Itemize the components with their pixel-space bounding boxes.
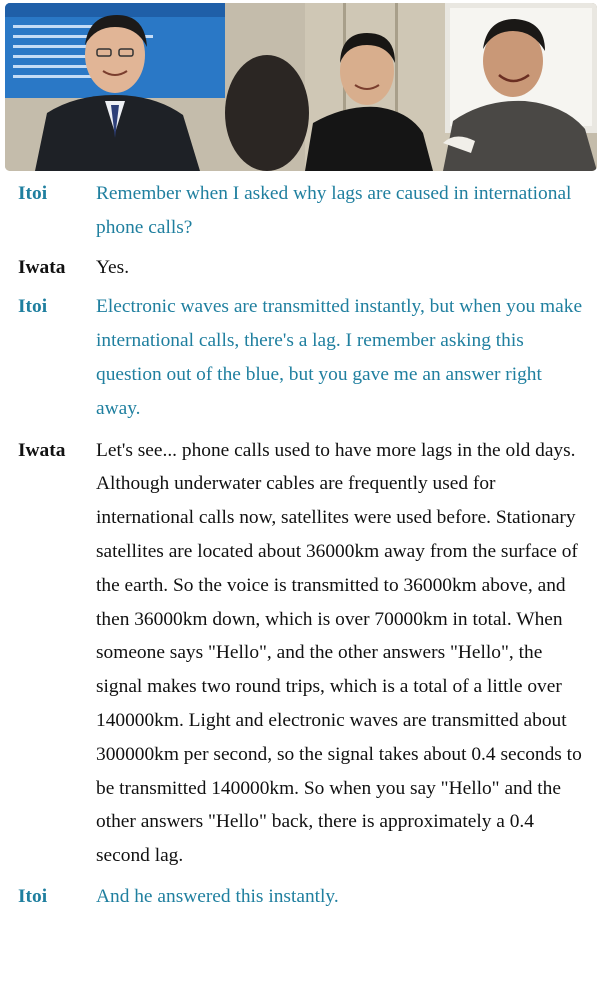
speaker-name: Itoi	[18, 183, 48, 204]
transcript	[18, 177, 588, 914]
dialogue-line	[18, 177, 588, 245]
dialogue-line	[18, 880, 588, 914]
speaker-name: Itoi	[18, 885, 48, 907]
interview-photo	[5, 3, 597, 171]
speech-text: Electronic waves are transmitted instantly, but when you make international calls, there's a lag. I remember asking this question out of the blue, but you gave me an answer right away.	[96, 296, 583, 419]
dialogue-line	[18, 251, 588, 285]
dialogue-line	[18, 290, 588, 425]
speaker-name: Iwata	[18, 256, 66, 278]
speech-text: Yes.	[96, 256, 130, 278]
speaker-name: Iwata	[18, 439, 66, 461]
speech-text: Remember when I asked why lags are caused in international phone calls?	[96, 183, 572, 238]
speech-text: And he answered this instantly.	[96, 885, 339, 907]
dialogue-line	[18, 434, 588, 873]
speech-text: Let's see... phone calls used to have more lags in the old days. Although underwater cables are frequently used for international calls now, satellites were used before. Stationary satellites are located about 36000km away from the surface of the earth. So the voice is transmitted to 36000km above, and then 36000km down, which is over 70000km in total. When someone says "Hello", and the other answers "Hello", the signal makes two round trips, which is a total of a little over 140000km. Light and electronic waves are transmitted about 300000km per second, so the signal takes about 0.4 seconds to be transmitted 140000km. So when you say "Hello" and the other answers "Hello" back, there is approximately a 0.4 second lag.	[96, 439, 582, 867]
speaker-name: Itoi	[18, 296, 48, 318]
